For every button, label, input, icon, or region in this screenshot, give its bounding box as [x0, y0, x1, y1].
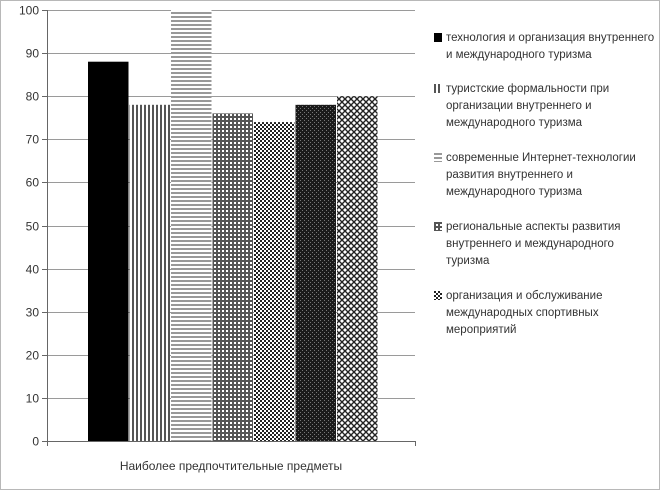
- legend-item: [428, 30, 656, 64]
- x-category-label: Наиболее предпочтительные предметы: [119, 459, 343, 473]
- legend-swatch: [434, 33, 442, 42]
- y-tick-label: 20: [25, 348, 39, 363]
- legend-swatch: [434, 84, 442, 93]
- legend-label: технология и организация внутреннего и международного туризма: [446, 32, 655, 61]
- legend-swatch: [434, 153, 442, 162]
- y-tick-label: 10: [25, 391, 39, 406]
- legend-label: современные Интернет-технологии развития внутреннего и международного туризма: [446, 152, 636, 198]
- legend-item: [428, 150, 656, 201]
- legend-swatch: [434, 222, 442, 231]
- legend-label: туристские формальности при организации внутреннего и международного туризма: [446, 83, 610, 129]
- bar-series-6: [296, 105, 337, 441]
- y-tick-label: 60: [25, 175, 39, 190]
- y-tick-label: 30: [25, 305, 39, 320]
- chart-legend: [428, 30, 656, 357]
- bar-series-4: [213, 113, 254, 441]
- bar-series-5: [254, 122, 295, 441]
- legend-item: [428, 81, 656, 132]
- y-tick-label: 80: [25, 89, 39, 104]
- y-tick-label: 100: [18, 3, 39, 18]
- y-tick-label: 0: [32, 434, 39, 449]
- y-tick-label: 90: [25, 46, 39, 61]
- bar-series-1: [88, 62, 129, 441]
- legend-swatch: [434, 291, 442, 300]
- y-tick-label: 40: [25, 262, 39, 277]
- bar-series-7: [337, 96, 378, 441]
- bar-series-3: [171, 10, 212, 441]
- legend-label: региональные аспекты развития внутреннего и международного туризма: [446, 221, 621, 267]
- legend-item: [428, 288, 656, 339]
- legend-label: организация и обслуживание международных спортивных мероприятий: [446, 290, 603, 336]
- legend-item: [428, 219, 656, 270]
- y-tick-label: 50: [25, 219, 39, 234]
- bar-series-2: [130, 105, 171, 441]
- y-tick-label: 70: [25, 132, 39, 147]
